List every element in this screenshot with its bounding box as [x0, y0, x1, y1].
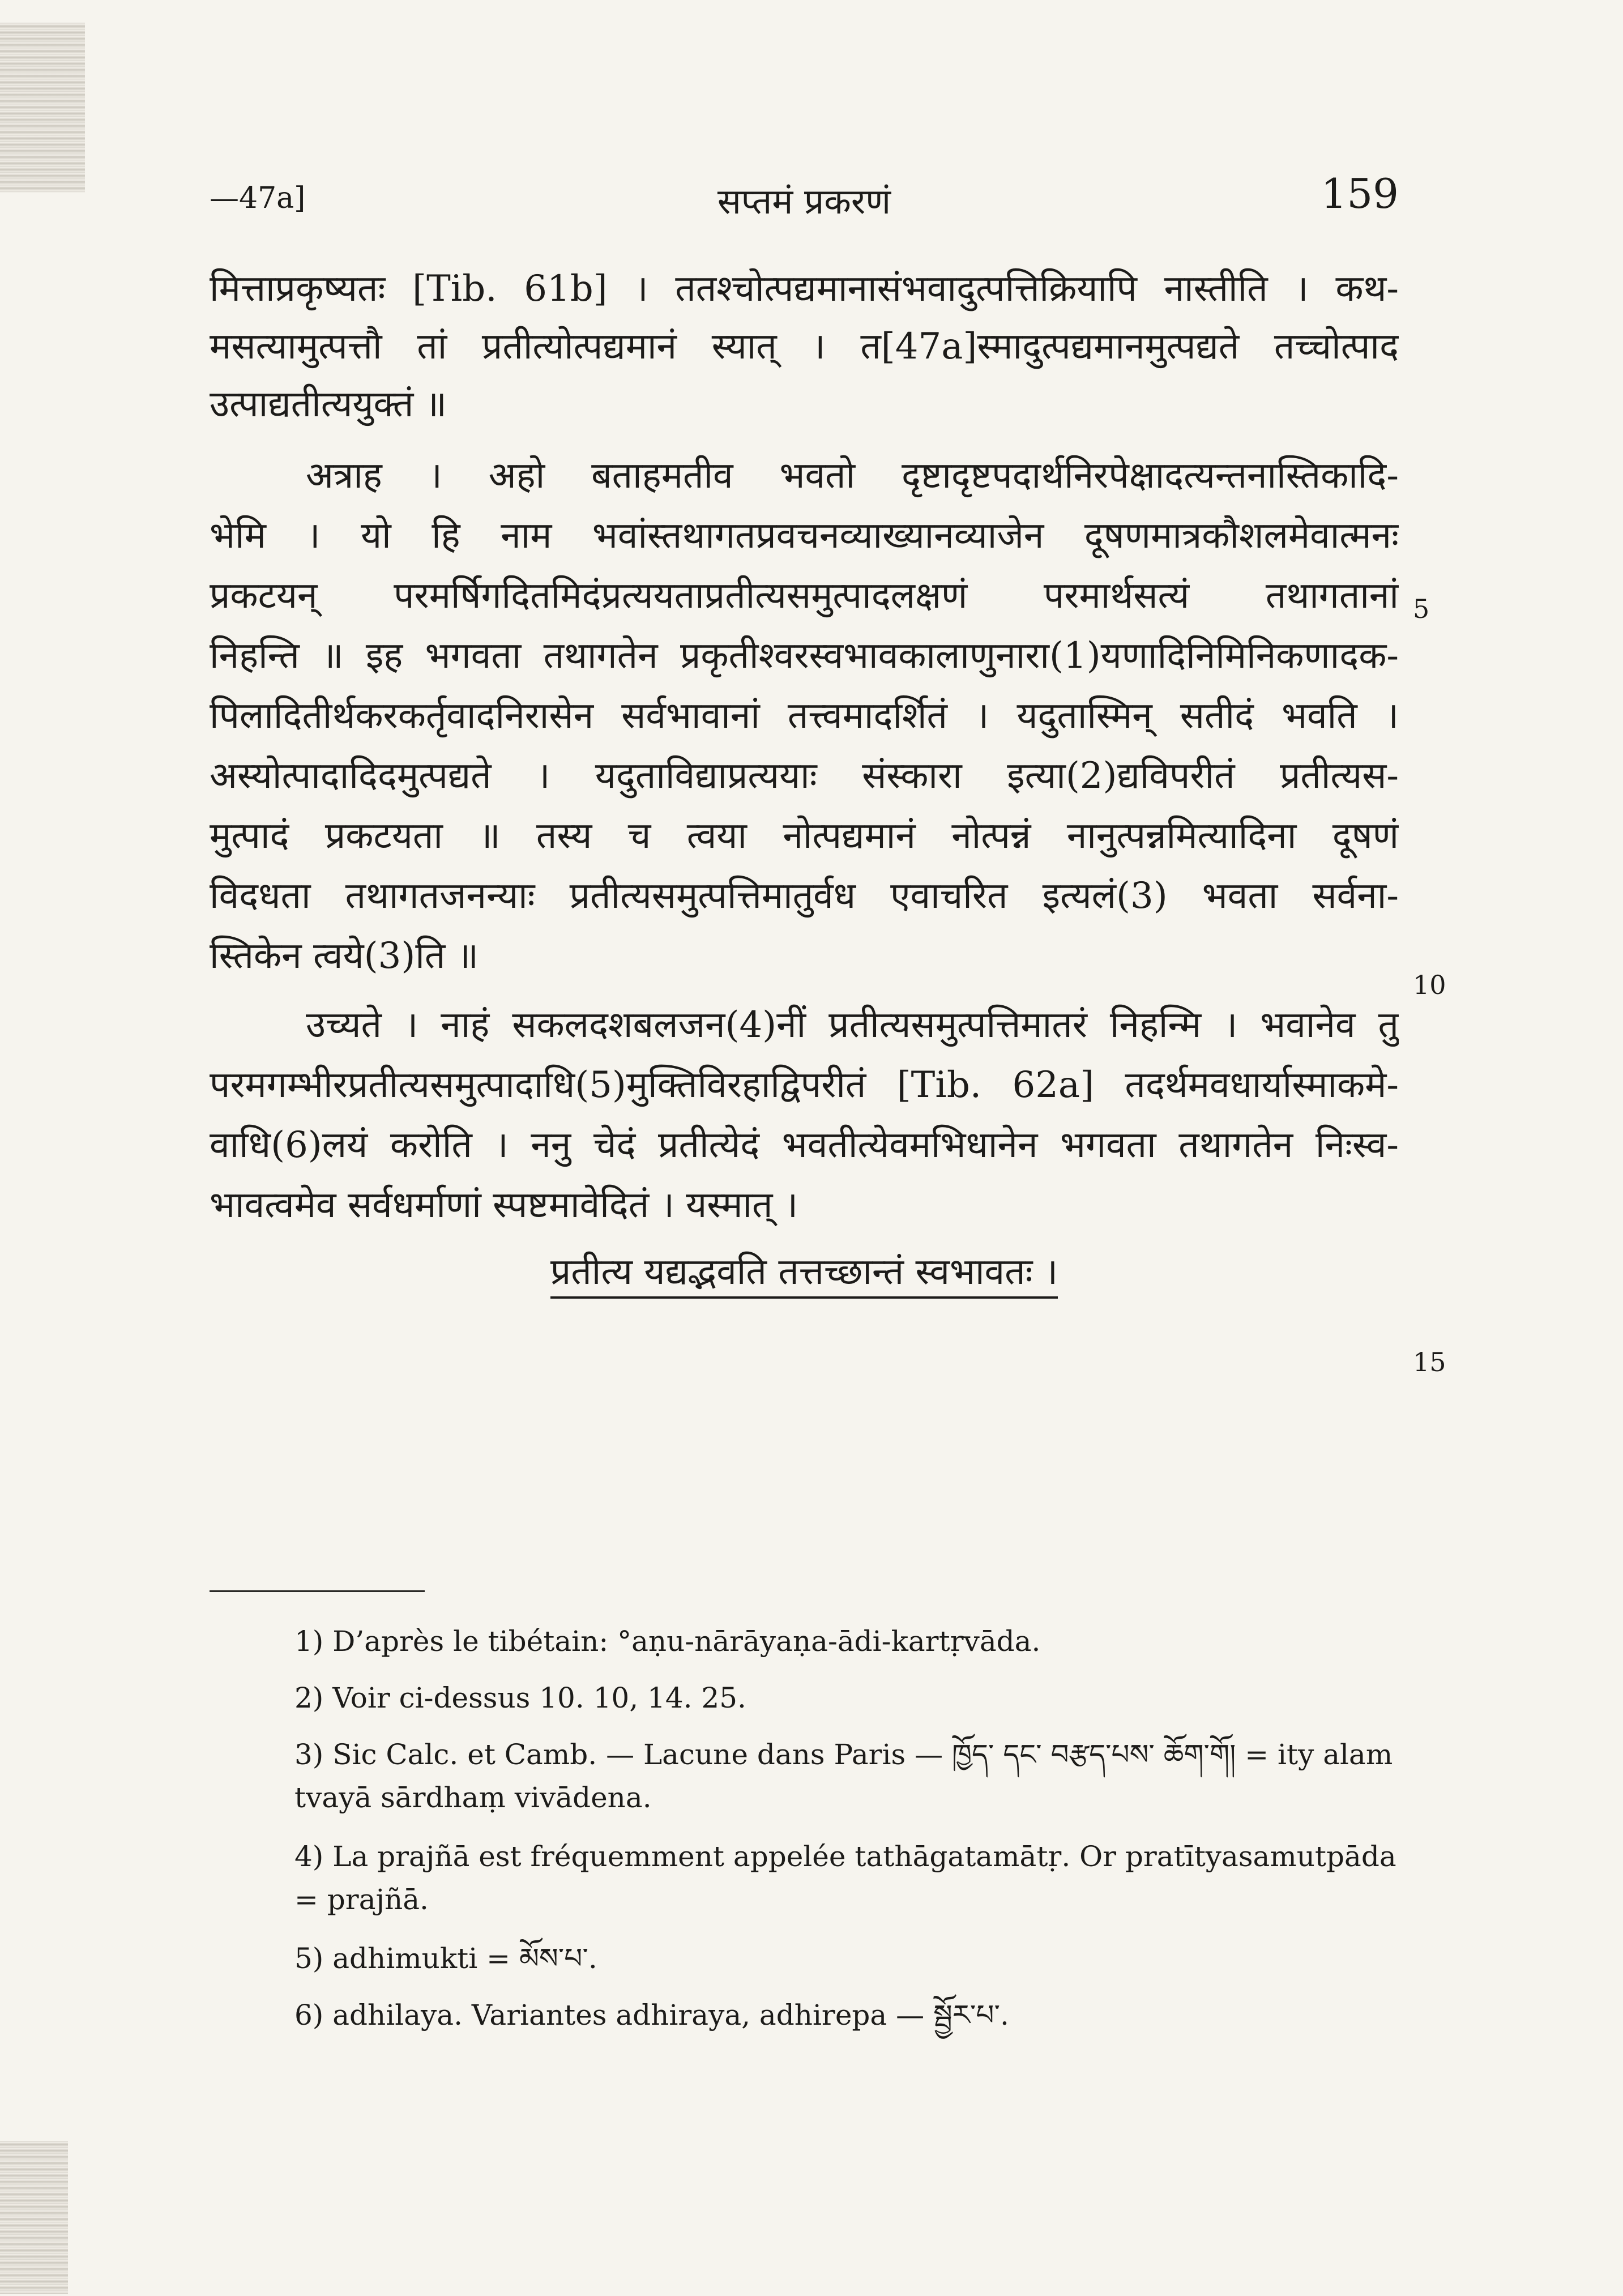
text-line: अत्राह । अहो बताहमतीव भवतो दृष्टादृष्टपदार्थनिरपेक्षादत्यन्तनास्तिकादि-: [306, 455, 1399, 497]
text-line: भेमि । यो हि नाम भवांस्तथागतप्रवचनव्याख्यानव्याजेन दूषणमात्रकौशलमेवात्मनः: [210, 515, 1399, 557]
footnote-text: adhimukti = མོས་པ་.: [332, 1942, 597, 1975]
footnote: 6) adhilaya. Variantes adhiraya, adhirepa — སྦྱོར་པ་.: [294, 1999, 1009, 2032]
footnote-text: Voir ci-dessus 10. 10, 14. 25.: [332, 1682, 746, 1714]
text-line: निहन्ति ॥ इह भगवता तथागतेन प्रकृतीश्वरस्वभावकालाणुनारा(1)यणादिनिमिनिकणादक-: [210, 635, 1399, 677]
footnote: 5) adhimukti = མོས་པ་.: [294, 1942, 597, 1975]
footnote: 1) D’après le tibétain: °aṇu-nārāyaṇa-ādi-kartṛvāda.: [294, 1625, 1041, 1658]
footnote-text: La prajñā est fréquemment appelée tathāgatamātṛ. Or pratītyasamutpāda = prajñā.: [294, 1840, 1396, 1916]
text-line: मित्ताप्रकृष्यतः [Tib. 61b] । ततश्चोत्पद्यमानासंभवादुत्पत्तिक्रियापि नास्तीति । कथ-: [210, 268, 1399, 310]
line-number-15: 15: [1413, 1347, 1446, 1377]
text-line: उच्यते । नाहं सकलदशबलजन(4)नीं प्रतीत्यसमुत्पत्तिमातरं निहन्मि । भवानेव तु: [306, 1004, 1399, 1046]
text-line: विदधता तथागतजनन्याः प्रतीत्यसमुत्पत्तिमातुर्वध एवाचरित इत्यलं(3) भवता सर्वना-: [210, 875, 1399, 917]
line-number-5: 5: [1413, 594, 1430, 624]
scan-edge-bottom: [0, 2141, 68, 2294]
text-line: वाधि(6)लयं करोति । ननु चेदं प्रतीत्येदं भवतीत्येवमभिधानेन भगवता तथागतेन निःस्व-: [210, 1124, 1399, 1166]
footnote-divider: [210, 1590, 425, 1592]
text-line: उत्पाद्यतीत्ययुक्तं ॥: [210, 383, 447, 425]
footnote: 4) La prajñā est fréquemment appelée tathāgatamātṛ. Or pratītyasamutpāda = prajñā.: [294, 1840, 1396, 1916]
verse-line: [210, 1244, 1399, 1300]
text-line: मसत्यामुत्पत्तौ तां प्रतीत्योत्पद्यमानं स्यात् । त[47a]स्मादुत्पद्यमानमुत्पद्यते तच्चोत्पाद: [210, 326, 1399, 368]
text-line: प्रकटयन् परमर्षिगदितमिदंप्रत्ययताप्रतीत्यसमुत्पादलक्षणं परमार्थसत्यं तथागतानां: [210, 575, 1399, 617]
verse-text: प्रतीत्य यद्यद्भवति तत्तच्छान्तं स्वभावतः ।: [550, 1251, 1058, 1299]
header-reference: —47a]: [210, 181, 306, 215]
text-line: भावत्वमेव सर्वधर्माणां स्पष्टमावेदितं । यस्मात् ।: [210, 1184, 798, 1226]
footnote: 2) Voir ci-dessus 10. 10, 14. 25.: [294, 1682, 746, 1714]
scan-edge-top: [0, 23, 85, 193]
text-line: अस्योत्पादादिदमुत्पद्यते । यदुताविद्याप्रत्ययाः संस्कारा इत्या(2)द्यविपरीतं प्रतीत्यस-: [210, 755, 1399, 797]
footnote-text: adhilaya. Variantes adhiraya, adhirepa — སྦྱོར་པ་.: [332, 1999, 1009, 2032]
footnote: 3) Sic Calc. et Camb. — Lacune dans Paris — ཁྱོད་ དང་ བརྩད་པས་ ཆོག་གོ། = ity alam tvayā sārdhaṃ vivādena.: [294, 1738, 1393, 1814]
page-header: [210, 170, 1399, 232]
chapter-title: सप्तमं प्रकरणं: [717, 181, 891, 222]
text-line: पिलादितीर्थकरकर्तृवादनिरासेन सर्वभावानां तत्त्वमादर्शितं । यदुतास्मिन् सतीदं भवति ।: [210, 695, 1399, 737]
footnote-text: D’après le tibétain: °aṇu-nārāyaṇa-ādi-kartṛvāda.: [332, 1625, 1041, 1658]
text-line: मुत्पादं प्रकटयता ॥ तस्य च त्वया नोत्पद्यमानं नोत्पन्नं नानुत्पन्नमित्यादिना दूषणं: [210, 815, 1399, 857]
footnote-text: Sic Calc. et Camb. — Lacune dans Paris — ཁྱོད་ དང་ བརྩད་པས་ ཆོག་གོ། = ity alam tvayā sārdhaṃ vivādena.: [294, 1738, 1393, 1814]
line-number-10: 10: [1413, 970, 1446, 1000]
text-line: परमगम्भीरप्रतीत्यसमुत्पादाधि(5)मुक्तिविरहाद्विपरीतं [Tib. 62a] तदर्थमवधार्यास्माकमे-: [210, 1064, 1399, 1106]
page-number: 159: [1321, 170, 1399, 217]
text-line: स्तिकेन त्वये(3)ति ॥: [210, 935, 479, 977]
